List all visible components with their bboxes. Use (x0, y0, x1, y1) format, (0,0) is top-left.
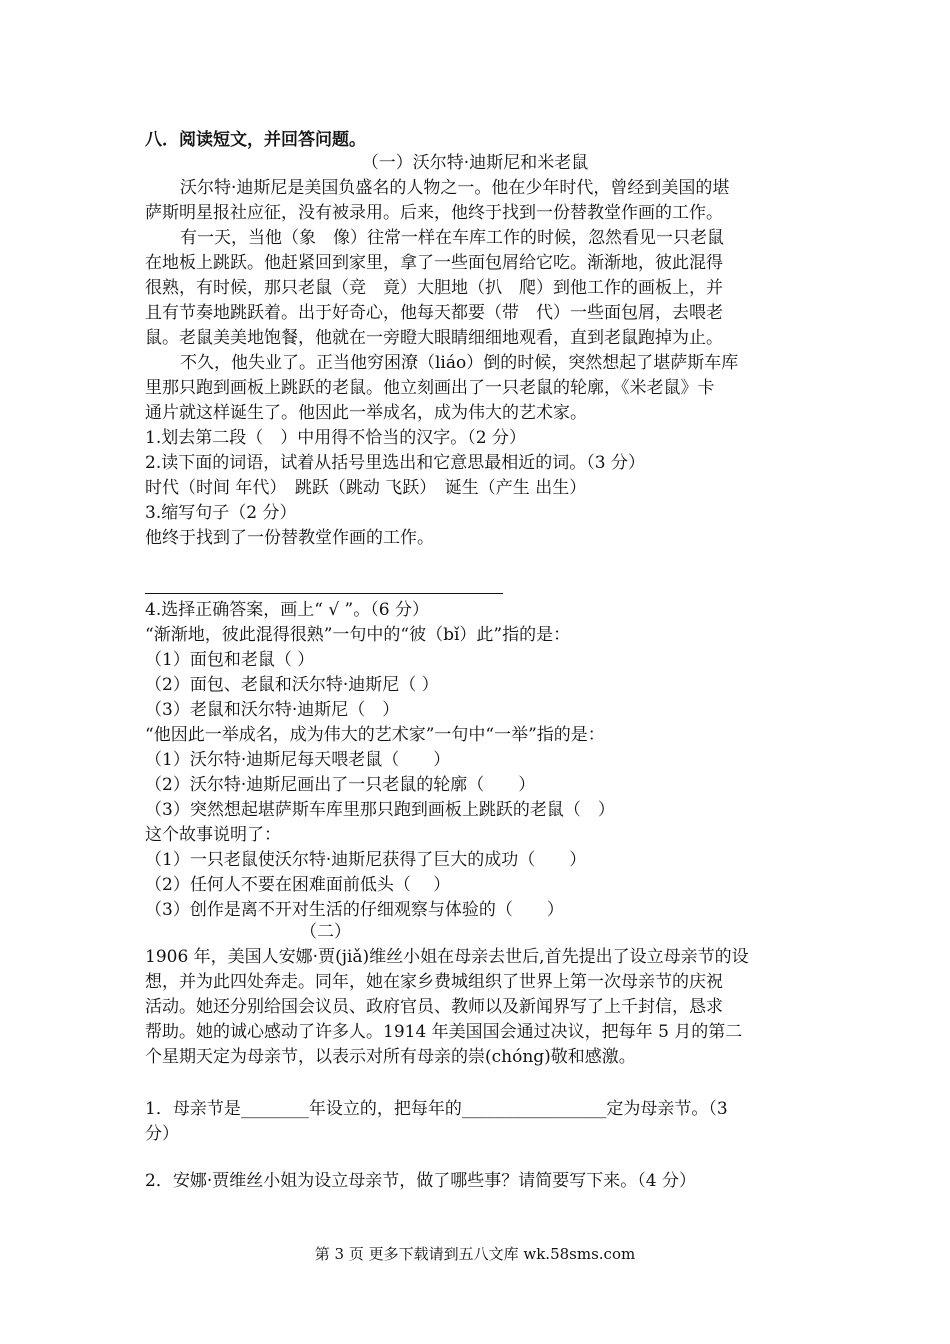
section-title: 八．阅读短文，并回答问题。 (145, 130, 366, 150)
question: 他终于找到了一份替教堂作画的工作。 (145, 528, 434, 548)
q4-line: （3）创作是离不开对生活的仔细观察与体验的（ ） (145, 900, 564, 920)
passage2-line: 1906 年，美国人安娜·贾(jiǎ)维丝小姐在母亲去世后,首先提出了设立母亲节的设 (145, 947, 749, 967)
q4-line: 4.选择正确答案，画上“ √ ”。（6 分） (145, 600, 429, 620)
passage1-title: （一）沃尔特·迪斯尼和米老鼠 (361, 153, 589, 173)
passage1-line: 且有节奏地跳跃着。出于好奇心，他每天都要（带 代）一些面包屑，去喂老 (145, 303, 723, 323)
question: 1.划去第二段（ ）中用得不恰当的汉字。（2 分） (145, 428, 526, 448)
page-footer: 第 3 页 更多下载请到五八文库 wk.58sms.com (314, 1245, 636, 1263)
q4-line: （1）面包和老鼠（ ） (145, 650, 315, 670)
passage2-line: 想，并为此四处奔走。同年，她在家乡费城组织了世界上第一次母亲节的庆祝 (145, 972, 723, 992)
passage1-line: 在地板上跳跃。他赶紧回到家里，拿了一些面包屑给它吃。渐渐地，彼此混得 (145, 253, 723, 273)
q4-line: （1）一只老鼠使沃尔特·迪斯尼获得了巨大的成功（ ） (145, 850, 587, 870)
q4-line: （2）面包、老鼠和沃尔特·迪斯尼（ ） (145, 675, 439, 695)
question: 2.读下面的词语，试着从括号里选出和它意思最相近的词。（3 分） (145, 453, 645, 473)
q4-line: （1）沃尔特·迪斯尼每天喂老鼠（ ） (145, 750, 451, 770)
passage1-line: 鼠。老鼠美美地饱餐，他就在一旁瞪大眼睛细细地观看，直到老鼠跑掉为止。 (145, 328, 723, 348)
q4-line: “他因此一举成名，成为伟大的艺术家”一句中“一举”指的是： (145, 725, 605, 745)
q4-line: （2）沃尔特·迪斯尼画出了一只老鼠的轮廓（ ） (145, 775, 536, 795)
q4-line: （3）老鼠和沃尔特·迪斯尼（ ） (145, 700, 400, 720)
passage1-line: 很熟，有时候，那只老鼠（竞 竟）大胆地（扒 爬）到他工作的画板上，并 (145, 278, 723, 298)
q4-line: （2）任何人不要在困难面前低头（ ） (145, 875, 451, 895)
passage2-line: 活动。她还分别给国会议员、政府官员、教师以及新闻界写了上千封信，恳求 (145, 997, 723, 1017)
question: 3.缩写句子（2 分） (145, 503, 297, 523)
q4-line: （3）突然想起堪萨斯车库里那只跑到画板上跳跃的老鼠（ ） (145, 800, 615, 820)
passage1-line: 有一天，当他（象 像）往常一样在车库工作的时候，忽然看见一只老鼠 (180, 228, 724, 248)
passage1-line: 沃尔特·迪斯尼是美国负盛名的人物之一。他在少年时代，曾经到美国的堪 (180, 178, 730, 198)
q4-line: “渐渐地，彼此混得很熟”一句中的“彼（bǐ）此”指的是： (145, 625, 571, 645)
question: 分） (145, 1124, 179, 1144)
passage2-title: （二） (300, 922, 351, 942)
passage1-line: 通片就这样诞生了。他因此一举成名，成为伟大的艺术家。 (145, 403, 587, 423)
passage1-line: 萨斯明星报社应征，没有被录用。后来，他终于找到一份替教堂作画的工作。 (145, 203, 723, 223)
passage2-line: 个星期天定为母亲节，以表示对所有母亲的崇(chóng)敬和感激。 (145, 1047, 636, 1067)
passage2-line: 帮助。她的诚心感动了许多人。1914 年美国国会通过决议，把每年 5 月的第二 (145, 1022, 743, 1042)
question: 2．安娜·贾维丝小姐为设立母亲节，做了哪些事？请简要写下来。（4 分） (145, 1171, 696, 1191)
q4-line: 这个故事说明了： (145, 825, 281, 845)
question: 时代（时间 年代） 跳跃（跳动 飞跃） 诞生（产生 出生） (145, 478, 587, 498)
answer-line[interactable] (145, 593, 503, 594)
passage1-line: 不久，他失业了。正当他穷困潦（liáo）倒的时候，突然想起了堪萨斯车库 (180, 353, 739, 373)
question: 1．母亲节是________年设立的，把每年的_________________定为母亲节。（3 (145, 1099, 728, 1119)
passage1-line: 里那只跑到画板上跳跃的老鼠。他立刻画出了一只老鼠的轮廓，《米老鼠》卡 (145, 378, 715, 398)
